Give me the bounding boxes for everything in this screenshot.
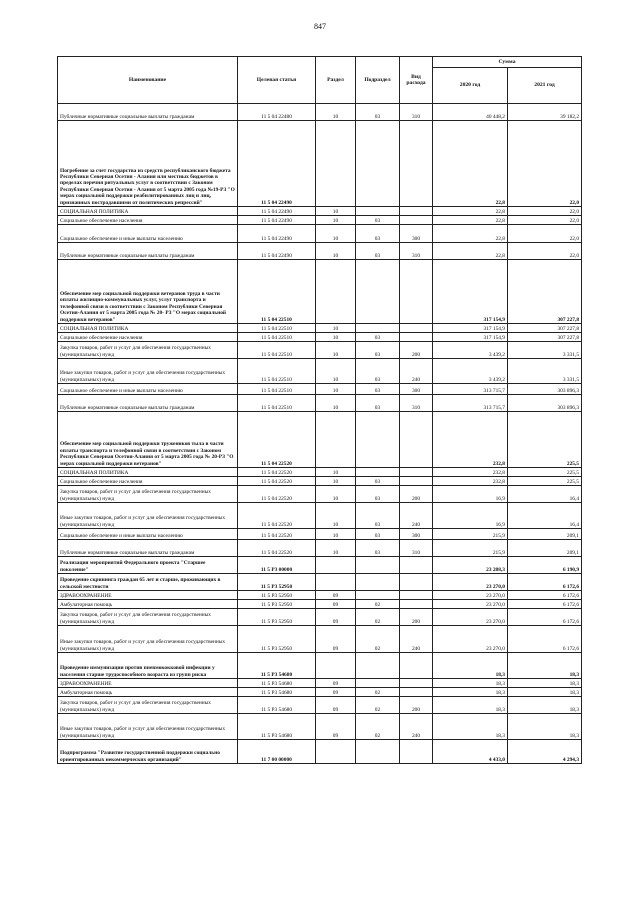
table-row bbox=[58, 104, 582, 121]
row-sum-2020: 22,8 bbox=[433, 225, 508, 243]
row-expense-type: 200 bbox=[400, 697, 433, 714]
row-name: Иные закупки товаров, работ и услуг для обеспечения государственных (муниципальных) нужд bbox=[58, 626, 238, 653]
header-year-2020: 2020 год bbox=[433, 68, 508, 104]
row-section: 09 bbox=[316, 714, 356, 740]
row-section bbox=[316, 574, 356, 591]
row-name: ЗДРАВООХРАНЕНИЕ bbox=[58, 679, 238, 688]
row-section: 10 bbox=[316, 384, 356, 395]
row-code: 11 5 04 22480 bbox=[238, 104, 316, 121]
row-sum-2020: 23 270,0 bbox=[433, 574, 508, 591]
row-sum-2020: 22,8 bbox=[433, 121, 508, 207]
row-sum-2020: 22,8 bbox=[433, 207, 508, 216]
row-code: 11 5 04 22520 bbox=[238, 477, 316, 486]
row-name: Социальное обеспечение и иные выплаты населению bbox=[58, 225, 238, 243]
row-sum-2021: 18,3 bbox=[508, 697, 582, 714]
row-section bbox=[316, 653, 356, 679]
row-sum-2020: 23 270,0 bbox=[433, 609, 508, 626]
row-expense-type bbox=[400, 557, 433, 574]
row-name: Проведение скрининга граждан 65 лет и старше, проживающих в сельской местности bbox=[58, 574, 238, 591]
row-sum-2020: 23 270,0 bbox=[433, 626, 508, 653]
row-name: СОЦИАЛЬНАЯ ПОЛИТИКА bbox=[58, 207, 238, 216]
row-sum-2021: 3 331,5 bbox=[508, 342, 582, 359]
row-expense-type: 200 bbox=[400, 486, 433, 503]
row-name: Социальное обеспечение и иные выплаты населению bbox=[58, 529, 238, 540]
table-row bbox=[58, 697, 582, 714]
table-row bbox=[58, 225, 582, 243]
row-subsection: 02 bbox=[356, 626, 400, 653]
row-subsection: 02 bbox=[356, 688, 400, 697]
row-subsection bbox=[356, 412, 400, 468]
row-section bbox=[316, 412, 356, 468]
row-name: Публичные нормативные социальные выплаты гражданам bbox=[58, 395, 238, 412]
row-subsection bbox=[356, 574, 400, 591]
row-expense-type bbox=[400, 324, 433, 333]
row-code: 11 5 P3 52950 bbox=[238, 600, 316, 609]
table-row bbox=[58, 688, 582, 697]
table-row bbox=[58, 486, 582, 503]
row-section: 09 bbox=[316, 697, 356, 714]
row-sum-2020: 215,9 bbox=[433, 540, 508, 557]
row-sum-2021: 225,5 bbox=[508, 477, 582, 486]
row-section: 10 bbox=[316, 468, 356, 477]
row-code: 11 5 04 22510 bbox=[238, 359, 316, 384]
row-name: Закупка товаров, работ и услуг для обеспечения государственных (муниципальных) нужд bbox=[58, 609, 238, 626]
row-code: 11 5 04 22490 bbox=[238, 243, 316, 260]
table-row bbox=[58, 477, 582, 486]
row-sum-2020: 18,3 bbox=[433, 653, 508, 679]
table-row bbox=[58, 609, 582, 626]
table-row bbox=[58, 342, 582, 359]
page-number: 847 bbox=[314, 22, 326, 31]
row-sum-2020: 18,3 bbox=[433, 688, 508, 697]
row-name: Социальное обеспечение и иные выплаты населению bbox=[58, 384, 238, 395]
row-section: 09 bbox=[316, 679, 356, 688]
row-sum-2021: 6 172,6 bbox=[508, 609, 582, 626]
row-code: 11 5 04 22510 bbox=[238, 384, 316, 395]
row-expense-type bbox=[400, 591, 433, 600]
table-row bbox=[58, 591, 582, 600]
header-code: Целевая статья bbox=[238, 57, 316, 104]
row-subsection: 03 bbox=[356, 104, 400, 121]
row-subsection: 03 bbox=[356, 486, 400, 503]
row-code: 11 5 04 22520 bbox=[238, 529, 316, 540]
row-sum-2020: 232,8 bbox=[433, 468, 508, 477]
row-expense-type bbox=[400, 333, 433, 342]
row-sum-2021: 22,0 bbox=[508, 225, 582, 243]
row-sum-2020: 3 439,2 bbox=[433, 342, 508, 359]
row-sum-2021: 209,1 bbox=[508, 529, 582, 540]
row-code: 11 5 04 22520 bbox=[238, 540, 316, 557]
row-section: 10 bbox=[316, 225, 356, 243]
row-code: 11 5 04 22490 bbox=[238, 216, 316, 225]
row-sum-2020: 317 154,9 bbox=[433, 324, 508, 333]
header-section: Раздел bbox=[316, 57, 356, 104]
row-code: 11 5 04 22510 bbox=[238, 324, 316, 333]
row-sum-2021: 4 294,3 bbox=[508, 740, 582, 764]
table-row bbox=[58, 412, 582, 468]
row-sum-2021: 22,0 bbox=[508, 243, 582, 260]
row-expense-type: 310 bbox=[400, 395, 433, 412]
row-sum-2021: 6 172,6 bbox=[508, 626, 582, 653]
budget-table bbox=[57, 56, 582, 764]
row-expense-type: 240 bbox=[400, 359, 433, 384]
row-code: 11 5 P3 54680 bbox=[238, 653, 316, 679]
row-sum-2021: 6 172,6 bbox=[508, 574, 582, 591]
row-expense-type bbox=[400, 207, 433, 216]
row-name: Амбулаторная помощь bbox=[58, 688, 238, 697]
row-expense-type: 300 bbox=[400, 529, 433, 540]
row-subsection: 03 bbox=[356, 243, 400, 260]
row-sum-2020: 23 270,0 bbox=[433, 591, 508, 600]
row-sum-2020: 317 154,9 bbox=[433, 333, 508, 342]
row-subsection bbox=[356, 591, 400, 600]
table-row bbox=[58, 626, 582, 653]
row-section: 09 bbox=[316, 600, 356, 609]
row-subsection bbox=[356, 207, 400, 216]
row-sum-2020: 22,8 bbox=[433, 216, 508, 225]
row-sum-2020: 18,3 bbox=[433, 679, 508, 688]
table-row bbox=[58, 359, 582, 384]
table-row bbox=[58, 468, 582, 477]
table-row bbox=[58, 121, 582, 207]
row-sum-2021: 22,0 bbox=[508, 207, 582, 216]
row-code: 11 5 04 22510 bbox=[238, 342, 316, 359]
row-sum-2021: 16,4 bbox=[508, 486, 582, 503]
row-name: ЗДРАВООХРАНЕНИЕ bbox=[58, 591, 238, 600]
row-expense-type bbox=[400, 688, 433, 697]
row-sum-2020: 18,3 bbox=[433, 714, 508, 740]
row-subsection: 03 bbox=[356, 540, 400, 557]
row-subsection: 03 bbox=[356, 225, 400, 243]
row-name: Социальное обеспечение населения bbox=[58, 216, 238, 225]
header-subsection: Подраздел bbox=[356, 57, 400, 104]
row-subsection: 02 bbox=[356, 609, 400, 626]
row-name: Обеспечение мер социальной поддержки ветеранов труда в части оплаты жилищно-коммунальных услуг, услуг транспорта и телефонной связи в соответствии с Законом Республики Северная Осетия-Алания от 5 марта 2005 года № 20- РЗ "О мерах социальной поддержки ветеранов" bbox=[58, 260, 238, 324]
row-expense-type: 300 bbox=[400, 225, 433, 243]
header-name: Наименование bbox=[58, 57, 238, 104]
row-subsection bbox=[356, 260, 400, 324]
table-row bbox=[58, 216, 582, 225]
table-row bbox=[58, 260, 582, 324]
row-sum-2021: 307 227,8 bbox=[508, 260, 582, 324]
row-code: 11 5 04 22490 bbox=[238, 121, 316, 207]
row-sum-2021: 225,5 bbox=[508, 412, 582, 468]
table-row bbox=[58, 600, 582, 609]
row-section: 09 bbox=[316, 688, 356, 697]
row-expense-type bbox=[400, 260, 433, 324]
row-sum-2021: 6 172,6 bbox=[508, 591, 582, 600]
row-expense-type: 200 bbox=[400, 609, 433, 626]
row-sum-2021: 307 227,8 bbox=[508, 324, 582, 333]
row-section: 09 bbox=[316, 609, 356, 626]
row-name: Реализация мероприятий Федерального проекта "Старшее поколение" bbox=[58, 557, 238, 574]
row-section: 10 bbox=[316, 359, 356, 384]
table-row bbox=[58, 324, 582, 333]
row-sum-2020: 18,3 bbox=[433, 697, 508, 714]
row-code: 11 5 P3 00000 bbox=[238, 557, 316, 574]
row-name: Закупка товаров, работ и услуг для обеспечения государственных (муниципальных) нужд bbox=[58, 697, 238, 714]
row-sum-2020: 23 288,3 bbox=[433, 557, 508, 574]
row-subsection: 02 bbox=[356, 714, 400, 740]
row-code: 11 5 04 22490 bbox=[238, 207, 316, 216]
row-code: 11 5 P3 54680 bbox=[238, 679, 316, 688]
row-expense-type: 240 bbox=[400, 626, 433, 653]
table-header bbox=[58, 57, 582, 104]
row-section bbox=[316, 557, 356, 574]
row-code: 11 5 04 22520 bbox=[238, 486, 316, 503]
row-name: Подпрограмма "Развитие государственной поддержки социально ориентированных некоммерческих организаций" bbox=[58, 740, 238, 764]
row-sum-2020: 3 439,2 bbox=[433, 359, 508, 384]
table-row bbox=[58, 395, 582, 412]
row-section bbox=[316, 260, 356, 324]
row-expense-type bbox=[400, 740, 433, 764]
row-sum-2021: 209,1 bbox=[508, 540, 582, 557]
row-code: 11 5 P3 54680 bbox=[238, 697, 316, 714]
row-sum-2021: 303 896,3 bbox=[508, 395, 582, 412]
row-section: 10 bbox=[316, 529, 356, 540]
row-section: 10 bbox=[316, 503, 356, 529]
row-code: 11 5 04 22520 bbox=[238, 468, 316, 477]
row-code: 11 5 P3 52950 bbox=[238, 626, 316, 653]
row-name: Иные закупки товаров, работ и услуг для обеспечения государственных (муниципальных) нужд bbox=[58, 714, 238, 740]
row-sum-2021: 303 896,3 bbox=[508, 384, 582, 395]
table-row bbox=[58, 574, 582, 591]
row-section: 10 bbox=[316, 395, 356, 412]
table-row bbox=[58, 679, 582, 688]
row-subsection: 03 bbox=[356, 529, 400, 540]
header-sum: Сумма bbox=[433, 57, 582, 68]
row-code: 11 5 04 22520 bbox=[238, 503, 316, 529]
row-section: 10 bbox=[316, 104, 356, 121]
row-expense-type: 300 bbox=[400, 384, 433, 395]
row-expense-type bbox=[400, 216, 433, 225]
row-section: 10 bbox=[316, 486, 356, 503]
row-subsection: 03 bbox=[356, 384, 400, 395]
row-section: 10 bbox=[316, 477, 356, 486]
row-expense-type: 240 bbox=[400, 714, 433, 740]
row-sum-2020: 40 448,2 bbox=[433, 104, 508, 121]
row-sum-2020: 16,9 bbox=[433, 503, 508, 529]
row-subsection bbox=[356, 653, 400, 679]
row-subsection: 03 bbox=[356, 342, 400, 359]
table-row bbox=[58, 540, 582, 557]
row-expense-type bbox=[400, 600, 433, 609]
row-subsection bbox=[356, 557, 400, 574]
table-row bbox=[58, 384, 582, 395]
row-sum-2021: 39 182,2 bbox=[508, 104, 582, 121]
row-code: 11 5 P3 54680 bbox=[238, 688, 316, 697]
header-expense-type: Вид расхода bbox=[400, 57, 433, 104]
row-subsection: 03 bbox=[356, 477, 400, 486]
row-subsection bbox=[356, 679, 400, 688]
row-sum-2020: 16,9 bbox=[433, 486, 508, 503]
row-expense-type bbox=[400, 468, 433, 477]
row-sum-2020: 23 270,0 bbox=[433, 600, 508, 609]
row-name: Закупка товаров, работ и услуг для обеспечения государственных (муниципальных) нужд bbox=[58, 486, 238, 503]
row-code: 11 5 P3 52950 bbox=[238, 574, 316, 591]
row-sum-2020: 232,8 bbox=[433, 477, 508, 486]
row-code: 11 5 04 22520 bbox=[238, 412, 316, 468]
row-section: 10 bbox=[316, 333, 356, 342]
row-code: 11 5 P3 52950 bbox=[238, 609, 316, 626]
row-name: Публичные нормативные социальные выплаты гражданам bbox=[58, 243, 238, 260]
row-name: СОЦИАЛЬНАЯ ПОЛИТИКА bbox=[58, 468, 238, 477]
row-code: 11 5 04 22510 bbox=[238, 260, 316, 324]
row-subsection bbox=[356, 740, 400, 764]
row-name: Публичные нормативные социальные выплаты гражданам bbox=[58, 540, 238, 557]
row-sum-2020: 313 715,7 bbox=[433, 384, 508, 395]
row-sum-2021: 22,0 bbox=[508, 216, 582, 225]
row-expense-type: 310 bbox=[400, 540, 433, 557]
row-section: 10 bbox=[316, 216, 356, 225]
row-name: Погребение за счет государства из средств республиканского бюджета Республики Северная Осетия - Алания или местных бюджетов в пределах перечня ритуальных услуг в соответствии с Законом Республики Северная Осетия - Алания от 5 марта 2005 года №19-РЗ "О мерах социальной поддержки реабилитированных лиц и лиц, признанных пострадавшими от политических репрессий" bbox=[58, 121, 238, 207]
row-expense-type bbox=[400, 653, 433, 679]
row-sum-2020: 232,8 bbox=[433, 412, 508, 468]
table-row bbox=[58, 207, 582, 216]
row-sum-2021: 3 331,5 bbox=[508, 359, 582, 384]
row-section: 10 bbox=[316, 540, 356, 557]
row-sum-2020: 215,9 bbox=[433, 529, 508, 540]
row-expense-type bbox=[400, 574, 433, 591]
row-code: 11 5 04 22490 bbox=[238, 225, 316, 243]
table-row bbox=[58, 243, 582, 260]
row-sum-2020: 4 433,0 bbox=[433, 740, 508, 764]
table-row bbox=[58, 557, 582, 574]
row-name: Проведение иммунизации против пневмококковой инфекции у населения старше трудоспособного возраста из групп риска bbox=[58, 653, 238, 679]
row-name: Социальное обеспечение населения bbox=[58, 477, 238, 486]
table-row bbox=[58, 503, 582, 529]
row-sum-2021: 22,0 bbox=[508, 121, 582, 207]
row-section bbox=[316, 740, 356, 764]
row-name: Публичные нормативные социальные выплаты гражданам bbox=[58, 104, 238, 121]
table-row bbox=[58, 740, 582, 764]
row-subsection: 02 bbox=[356, 697, 400, 714]
row-sum-2021: 18,3 bbox=[508, 653, 582, 679]
row-section: 10 bbox=[316, 243, 356, 260]
row-subsection: 03 bbox=[356, 503, 400, 529]
row-sum-2020: 317 154,9 bbox=[433, 260, 508, 324]
row-sum-2020: 313 715,7 bbox=[433, 395, 508, 412]
row-section: 10 bbox=[316, 207, 356, 216]
row-name: Обеспечение мер социальной поддержки тружеников тыла в части оплаты транспорта и телефонной связи в соответствии с Законом Республики Северная Осетия-Алания от 5 марта 2005 года № 20-РЗ "О мерах социальной поддержки ветеранов" bbox=[58, 412, 238, 468]
row-subsection: 03 bbox=[356, 359, 400, 384]
row-sum-2021: 6 172,6 bbox=[508, 600, 582, 609]
header-year-2021: 2021 год bbox=[508, 68, 582, 104]
row-expense-type bbox=[400, 121, 433, 207]
table-row bbox=[58, 529, 582, 540]
row-sum-2020: 22,8 bbox=[433, 243, 508, 260]
row-expense-type: 200 bbox=[400, 342, 433, 359]
row-subsection bbox=[356, 121, 400, 207]
row-subsection: 03 bbox=[356, 395, 400, 412]
row-name: Иные закупки товаров, работ и услуг для обеспечения государственных (муниципальных) нужд bbox=[58, 503, 238, 529]
row-sum-2021: 307 227,8 bbox=[508, 333, 582, 342]
table-row bbox=[58, 333, 582, 342]
row-section bbox=[316, 121, 356, 207]
row-sum-2021: 18,3 bbox=[508, 714, 582, 740]
row-code: 11 5 P3 52950 bbox=[238, 591, 316, 600]
row-name: СОЦИАЛЬНАЯ ПОЛИТИКА bbox=[58, 324, 238, 333]
row-subsection bbox=[356, 468, 400, 477]
row-expense-type: 310 bbox=[400, 104, 433, 121]
row-sum-2021: 18,3 bbox=[508, 679, 582, 688]
row-expense-type bbox=[400, 412, 433, 468]
row-name: Социальное обеспечение населения bbox=[58, 333, 238, 342]
table-row bbox=[58, 653, 582, 679]
row-sum-2021: 6 190,9 bbox=[508, 557, 582, 574]
row-code: 11 5 04 22510 bbox=[238, 333, 316, 342]
table-row bbox=[58, 714, 582, 740]
row-expense-type: 240 bbox=[400, 503, 433, 529]
row-code: 11 5 P3 54680 bbox=[238, 714, 316, 740]
row-subsection: 03 bbox=[356, 333, 400, 342]
row-section: 10 bbox=[316, 324, 356, 333]
row-name: Иные закупки товаров, работ и услуг для обеспечения государственных (муниципальных) нужд bbox=[58, 359, 238, 384]
row-name: Амбулаторная помощь bbox=[58, 600, 238, 609]
row-expense-type bbox=[400, 477, 433, 486]
row-sum-2021: 16,4 bbox=[508, 503, 582, 529]
row-section: 09 bbox=[316, 626, 356, 653]
table-body bbox=[58, 104, 582, 764]
row-sum-2021: 18,3 bbox=[508, 688, 582, 697]
row-subsection: 02 bbox=[356, 600, 400, 609]
row-code: 11 7 00 00000 bbox=[238, 740, 316, 764]
row-sum-2021: 225,5 bbox=[508, 468, 582, 477]
row-subsection: 03 bbox=[356, 216, 400, 225]
row-expense-type bbox=[400, 679, 433, 688]
row-expense-type: 310 bbox=[400, 243, 433, 260]
row-section: 09 bbox=[316, 591, 356, 600]
row-name: Закупка товаров, работ и услуг для обеспечения государственных (муниципальных) нужд bbox=[58, 342, 238, 359]
row-subsection bbox=[356, 324, 400, 333]
row-code: 11 5 04 22510 bbox=[238, 395, 316, 412]
row-section: 10 bbox=[316, 342, 356, 359]
